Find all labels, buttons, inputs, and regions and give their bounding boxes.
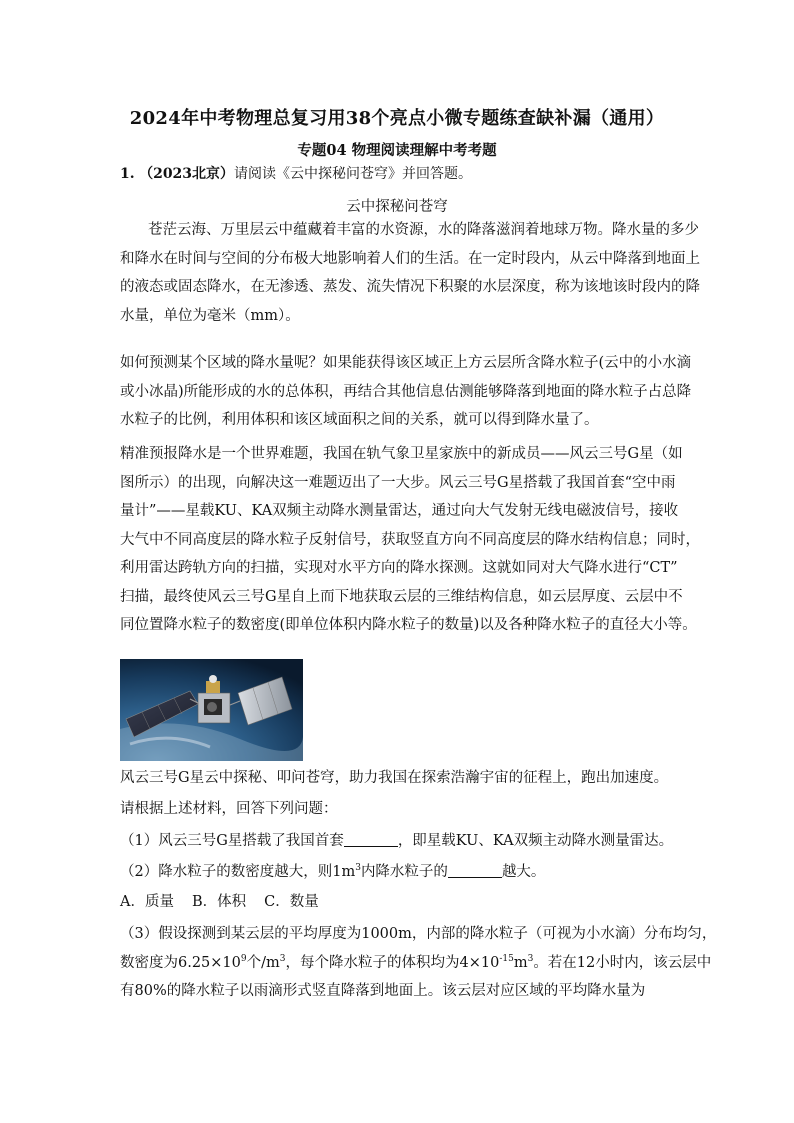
sub-question-2 [120,858,680,887]
instruction-text: 请根据上述材料，回答下列问题： [120,801,338,817]
paragraph-line: 的液态或固态降水，在无渗透、蒸发、流失情况下积聚的水层深度，称为该地该时段内的降 [120,279,700,295]
q3-sup-2: 3 [279,953,286,964]
paragraph-line: 扫描，最终使风云三号G星自上而下地获取云层的三维结构信息，如云层厚度、云层中不 [120,588,683,605]
q3-text-e: 。若在12小时内，该云层中 [533,954,712,971]
q3-text-b: 个/m [246,954,280,971]
paragraph-line: 水量，单位为毫米（mm）。 [120,307,300,324]
image-caption [120,764,680,793]
options-line [120,888,680,917]
question-header [120,163,472,183]
document-title: 2024年中考物理总复习用38个亮点小微专题练查缺补漏（通用） [129,108,665,129]
sub-question-2-line [120,858,680,887]
paragraph-line: 如何预测某个区域的降水量呢？如果能获得该区域正上方云层所含降水粒子(云中的小水滴 [120,355,692,371]
answer-options [120,888,680,917]
q2-answer-blank[interactable] [448,863,502,878]
sub-question-3 [120,920,717,1006]
paragraph-line: 和降水在时间与空间的分布极大地影响着人们的生活。在一定时段内，从云中降落到地面上 [120,250,700,267]
paragraph-line: 量计”——星载KU、KA双频主动降水测量雷达，通过向大气发射无线电磁波信号，接收 [120,503,679,519]
q3-sup-4: 3 [527,953,534,964]
paragraph-line: 图所示）的出现，向解决这一难题迈出了一大步。风云三号G星搭载了我国首套“空中雨 [120,474,676,491]
question-prompt: 请阅读《云中探秘问苍穹》并回答题。 [234,166,473,182]
option-a[interactable]: A．质量 [120,894,174,910]
article-paragraph-1 [120,216,700,330]
q2-text-mid: 内降水粒子的 [360,864,448,880]
q1-text-before: （1）风云三号G星搭载了我国首套 [120,833,344,849]
article-paragraph-3 [120,440,700,640]
q3-line-2 [120,949,712,978]
paragraph-line: 水粒子的比例，利用体积和该区域面积之间的关系，就可以得到降水量了。 [120,412,599,428]
sub-question-1-line [120,827,680,856]
question-number: 1. [120,166,135,182]
q3-text-c: ，每个降水粒子的体积均为4×10 [285,954,500,971]
paragraph-line: 同位置降水粒子的数密度(即单位体积内降水粒子的数量)以及各种降水粒子的直径大小等。 [120,617,697,633]
article-paragraph-2 [120,349,692,435]
sub-question-1 [120,827,680,856]
option-b[interactable]: B．体积 [191,894,247,910]
article-title: 云中探秘问苍穹 [346,199,448,215]
paragraph-line: 苍茫云海、万里层云中蕴藏着丰富的水资源，水的降落滋润着地球万物。降水量的多少 [148,222,699,238]
q3-sup-3: -15 [499,953,514,964]
q3-line-3: 有80%的降水粒子以雨滴形式竖直降落到地面上。该云层对应区域的平均降水量为 [120,983,646,999]
document-subtitle: 专题04 物理阅读理解中考考题 [297,142,497,159]
q1-text-after: ，即星载KU、KA双频主动降水测量雷达。 [397,833,674,849]
paragraph-line: 或小冰晶)所能形成的水的总体积，再结合其他信息估测能够降落到地面的降水粒子占总降 [120,383,692,400]
q2-text-after: 越大。 [501,864,546,880]
paragraph-line: 利用雷达跨轨方向的扫描，实现对水平方向的降水探测。这就如同对大气降水进行“CT” [120,560,678,576]
q2-text-before: （2）降水粒子的数密度越大，则1m [120,864,356,880]
question-source: （2023北京） [139,166,235,182]
q1-answer-blank[interactable] [344,832,398,847]
paragraph-line: 精准预报降水是一个世界难题，我国在轨气象卫星家族中的新成员——风云三号G星（如 [120,446,683,462]
q2-superscript: 3 [355,863,361,873]
satellite-image [120,659,303,761]
q3-text-a: 数密度为6.25×10 [120,954,241,971]
caption-text: 风云三号G星云中探秘、叩问苍穹，助力我国在探索浩瀚宇宙的征程上，跑出加速度。 [120,770,669,786]
q3-sup-1: 9 [240,953,247,964]
q3-line-1: （3）假设探测到某云层的平均厚度为1000m，内部的降水粒子（可视为小水滴）分布均匀， [120,926,717,942]
instruction [120,795,680,824]
paragraph-line: 大气中不同高度层的降水粒子反射信号，获取竖直方向不同高度层的降水结构信息；同时， [120,531,700,548]
option-c[interactable]: C．数量 [264,894,319,910]
q3-text-d: m [513,954,528,971]
